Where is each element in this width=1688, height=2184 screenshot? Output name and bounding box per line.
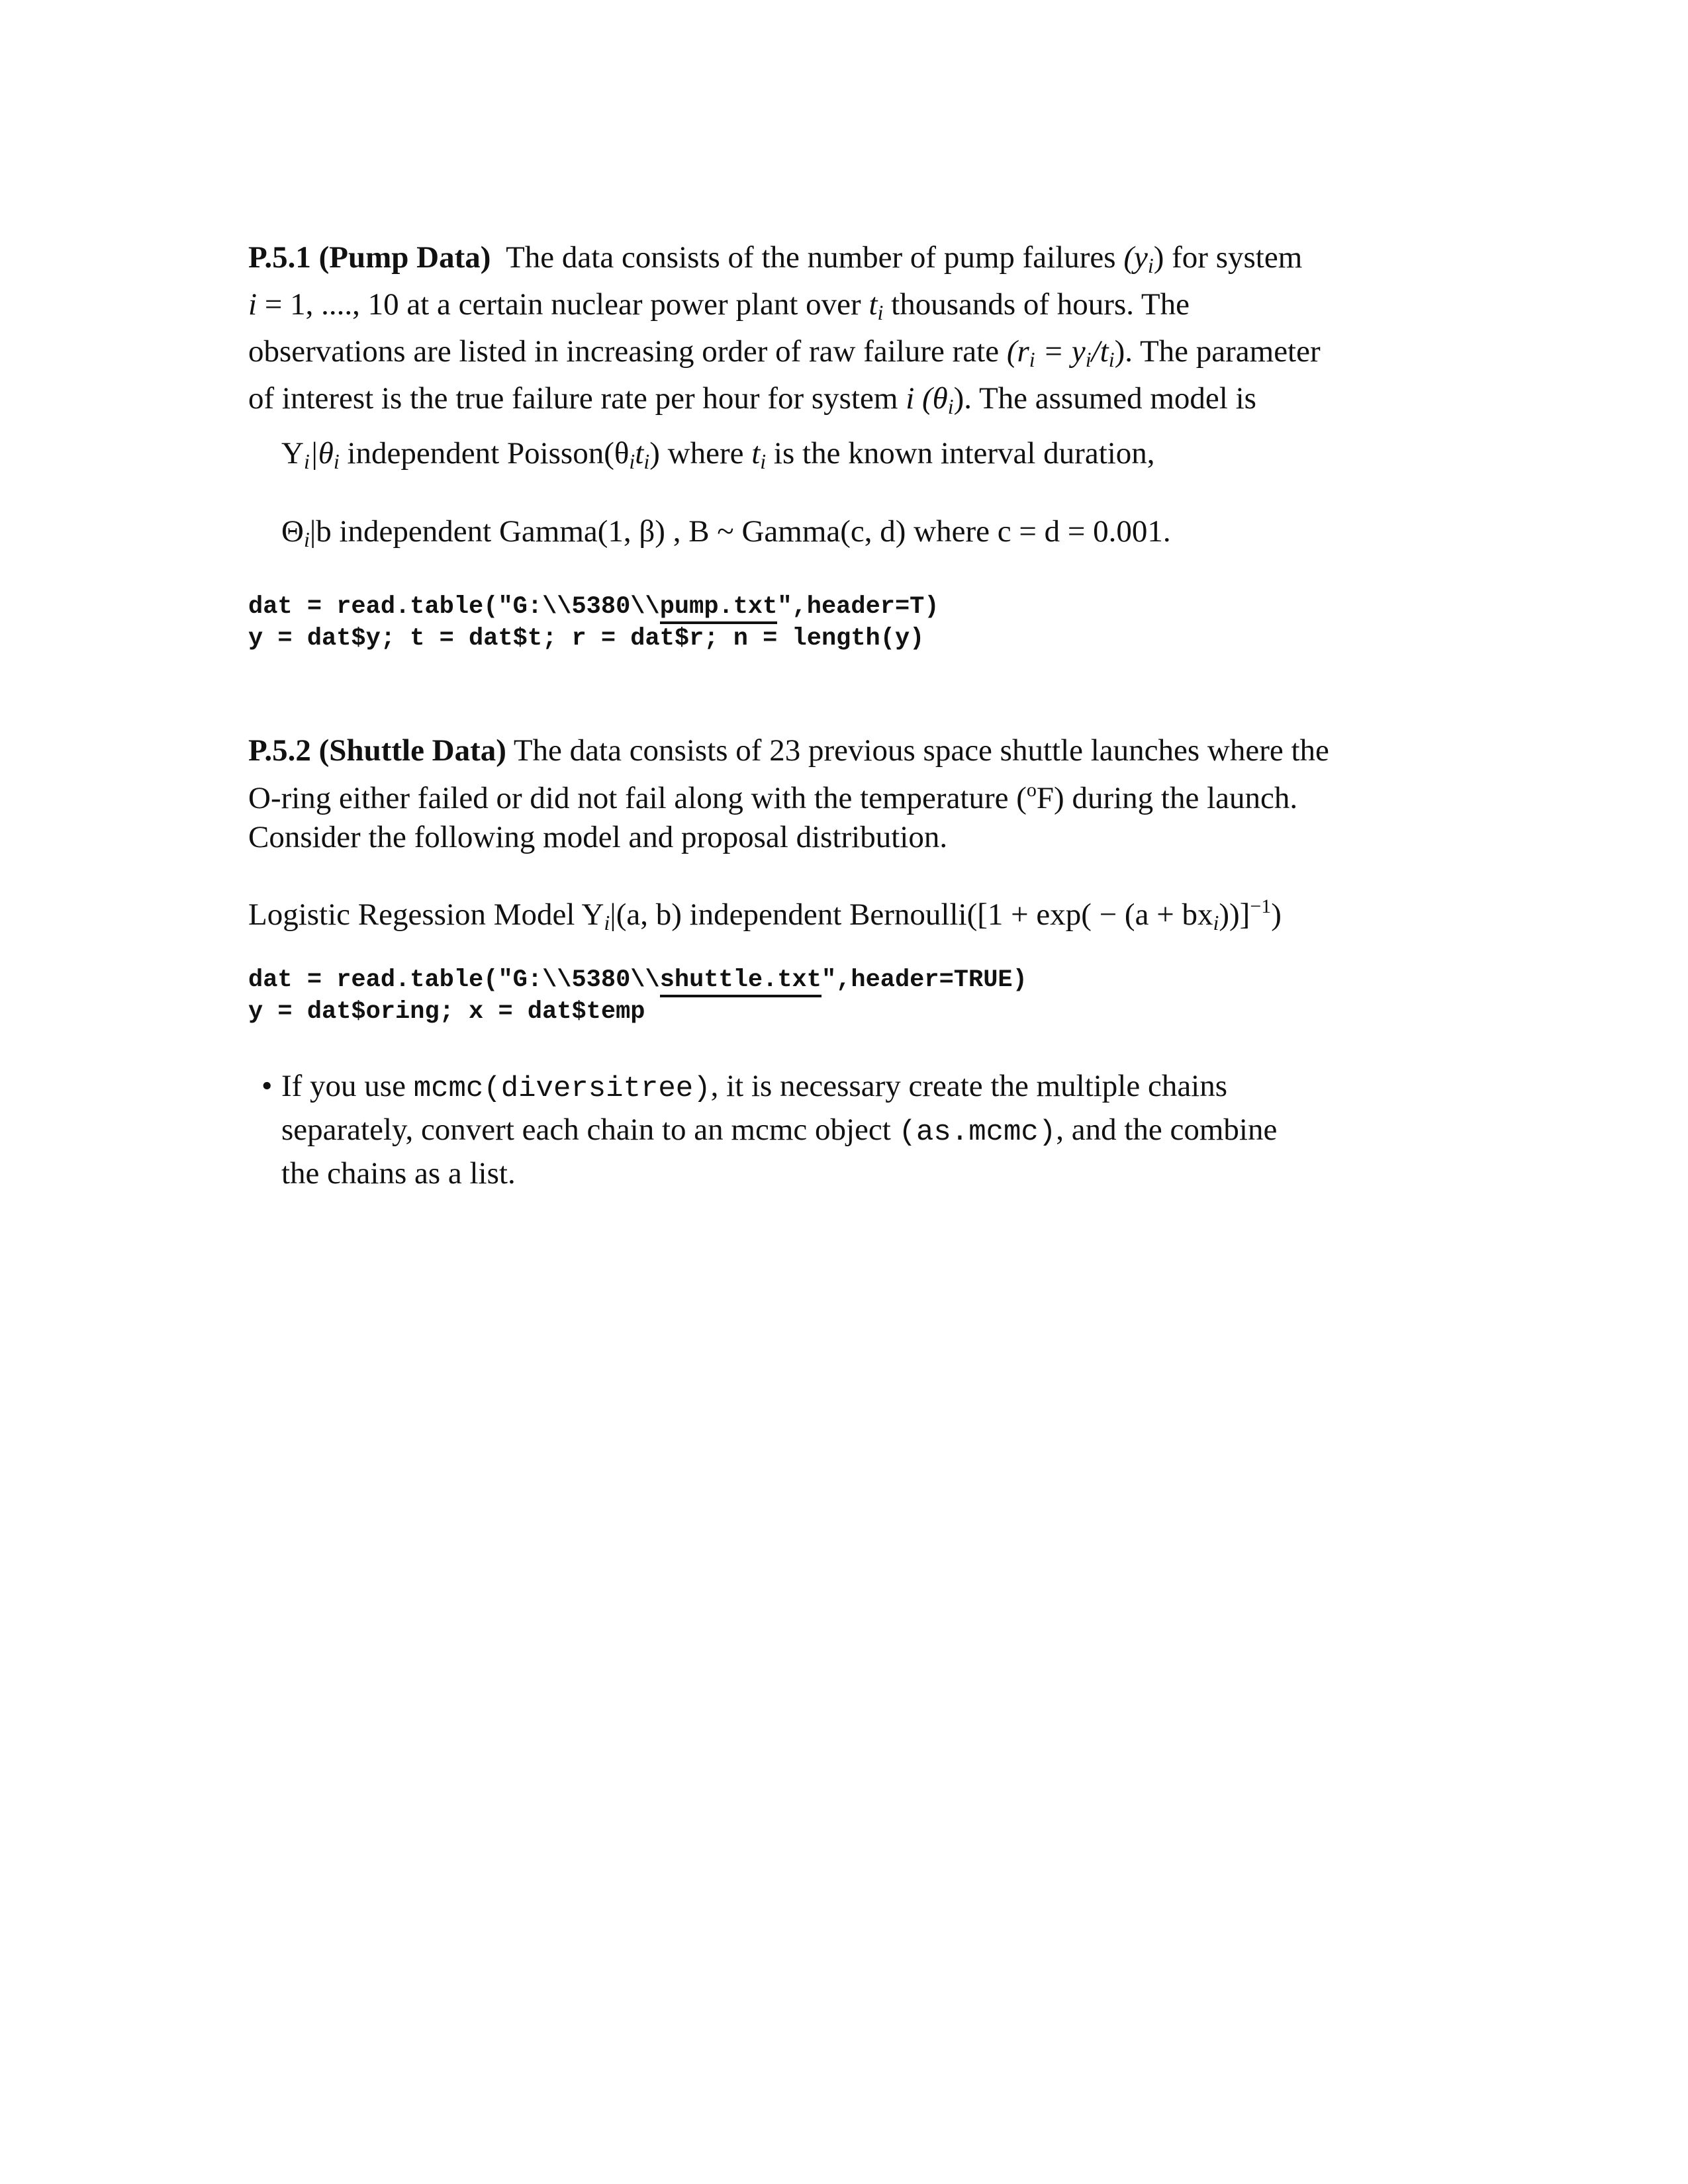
pump-code-line-2: y = dat$y; t = dat$t; r = dat$r; n = length(y) xyxy=(248,625,925,653)
shuttle-line-1: P.5.2 (Shuttle Data) The data consists of 23 previous space shuttle launches where the xyxy=(248,733,1329,768)
pump-line-4: of interest is the true failure rate per hour for system i $(\theta_i)$. The assumed model is xyxy=(248,381,1256,418)
shuttle-model: Logistic Regession Model $Y_i|(a$, b) independent Bernoulli([1 + $\exp( - (a + bx_i))]^{-1}$) xyxy=(248,895,1282,934)
shuttle-line-3: Consider the following model and proposal distribution. xyxy=(248,820,948,854)
pump-code-block xyxy=(248,591,939,655)
shuttle-code-block xyxy=(248,964,1027,1028)
pump-line-3: observations are listed in increasing order of raw failure rate $(r_i = y_i/t_i)$. The parameter xyxy=(248,334,1321,371)
pump-heading: P.5.1 (Pump Data) xyxy=(248,240,491,275)
pump-data-paragraph xyxy=(248,238,1440,426)
shuttle-code-line-2: y = dat$oring; x = dat$temp xyxy=(248,998,645,1026)
pump-model-gamma: $\Theta_i|b$ independent Gamma(1, β) , B ~ Gamma(c, d) where c = d = 0.001. xyxy=(281,514,1171,551)
shuttle-data-paragraph xyxy=(248,731,1440,857)
pump-model-poisson: $Y_i|\theta_i$ independent $Poisson(\theta_it_i)$ where $t_i$ is the known interval duration, xyxy=(281,436,1155,473)
shuttle-heading: P.5.2 (Shuttle Data) xyxy=(248,733,506,768)
shuttle-line-2: O-ring either failed or did not fail along with the temperature ($^o$F) during the launch. xyxy=(248,779,1298,815)
note-paragraph: If you use mcmc(diversitree), it is necessary create the multiple chains separately, convert each chain to an mcmc object (as.mcmc), and the combine the chains as a list. xyxy=(281,1069,1278,1191)
shuttle-code-line-1: dat = read.table("G:\\5380\\shuttle.txt",header=TRUE) xyxy=(248,966,1027,997)
note-bullet: • xyxy=(261,1069,273,1103)
pump-line-1: P.5.1 (Pump Data) The data consists of the number of pump failures $(y_i)$ for system xyxy=(248,240,1303,277)
pump-line-2: i = 1, ...., 10 at a certain nuclear power plant over $t_i$ thousands of hours. The xyxy=(248,287,1190,324)
pump-code-line-1: dat = read.table("G:\\5380\\pump.txt",header=T) xyxy=(248,593,939,624)
